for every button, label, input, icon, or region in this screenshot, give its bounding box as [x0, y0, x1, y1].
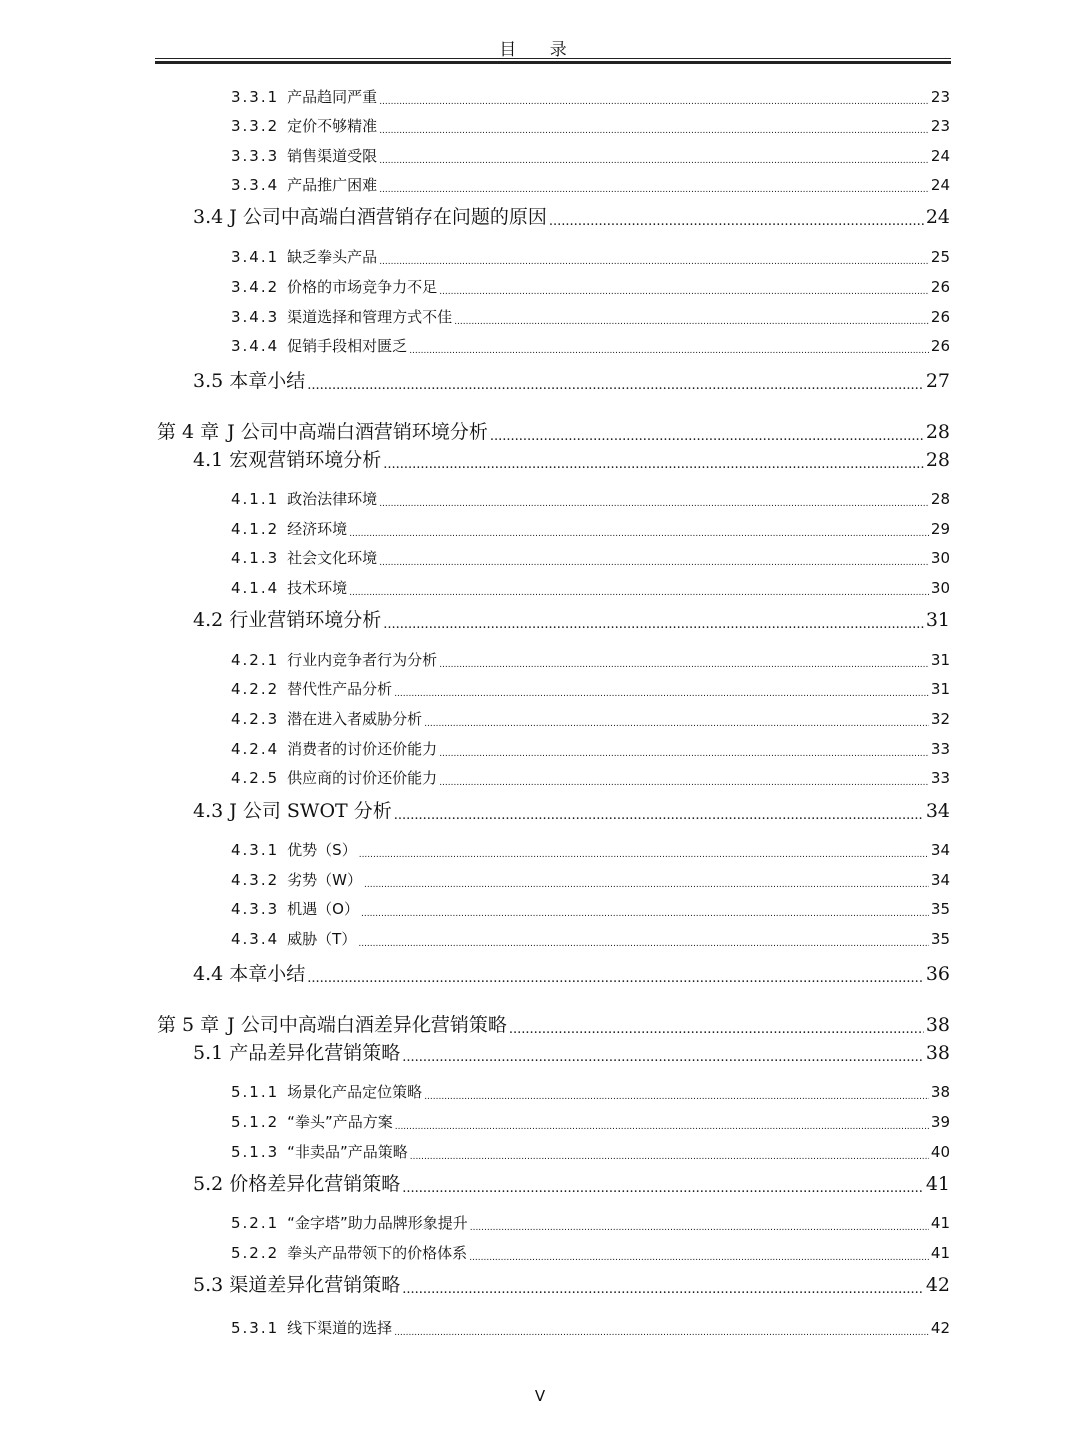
toc-leader-dots	[379, 183, 929, 192]
toc-number: 4.2.4	[231, 740, 280, 758]
toc-leader-dots	[402, 1179, 924, 1192]
page-title: 目 录	[499, 40, 581, 60]
toc-number: 3.4.4	[231, 337, 280, 355]
toc-number: 3.4.2	[231, 278, 280, 296]
toc-title: “拳头”产品方案	[287, 1113, 393, 1131]
toc-page: 28	[925, 449, 950, 471]
toc-leader-dots	[349, 527, 929, 536]
toc-entry-3-3-2[interactable]	[231, 115, 950, 136]
toc-leader-dots	[470, 1221, 929, 1230]
toc-page: 28	[930, 490, 950, 508]
toc-entry-3-3-4[interactable]	[231, 174, 950, 195]
toc-number: 3.3.1	[231, 88, 280, 106]
toc-title: J 公司中高端白酒营销环境分析	[227, 421, 488, 443]
toc-title: 促销手段相对匮乏	[287, 337, 408, 355]
toc-entry-5-1-2[interactable]	[231, 1111, 950, 1132]
toc-title: 行业内竞争者行为分析	[287, 651, 438, 669]
toc-entry-5-1[interactable]	[193, 1038, 950, 1065]
toc-title: 优势（S）	[287, 841, 357, 859]
toc-number: 4.2.3	[231, 710, 280, 728]
toc-number: 5.1.3	[231, 1143, 280, 1161]
toc-leader-dots	[454, 315, 929, 324]
toc-page: 34	[925, 800, 950, 822]
toc-leader-dots	[379, 255, 929, 264]
toc-title: 威胁（T）	[287, 930, 357, 948]
toc-leader-dots	[424, 717, 929, 726]
toc-leader-dots	[394, 687, 929, 696]
toc-title: 产品推广困难	[287, 176, 378, 194]
toc-title: “金字塔”助力品牌形象提升	[287, 1214, 468, 1232]
toc-number: 3.3.2	[231, 117, 280, 135]
toc-title: 机遇（O）	[287, 900, 359, 918]
toc-number: 4.2.2	[231, 680, 280, 698]
toc-leader-dots	[410, 1150, 929, 1159]
toc-entry-4-3[interactable]	[193, 796, 950, 823]
toc-number: 4.3.4	[231, 930, 280, 948]
toc-entry-4-3-1[interactable]	[231, 839, 950, 860]
toc-entry-chapter-5[interactable]	[157, 1010, 950, 1037]
toc-page: 36	[925, 963, 950, 985]
toc-title: 渠道选择和管理方式不佳	[287, 308, 453, 326]
toc-title: 供应商的讨价还价能力	[287, 769, 438, 787]
toc-page: 38	[925, 1042, 950, 1064]
toc-leader-dots	[379, 154, 929, 163]
toc-leader-dots	[439, 776, 929, 785]
toc-entry-4-2-2[interactable]	[231, 678, 950, 699]
toc-title: 行业营销环境分析	[229, 609, 382, 631]
toc-page: 24	[925, 206, 950, 228]
toc-page: 25	[930, 248, 950, 266]
toc-title: J 公司 SWOT 分析	[229, 800, 392, 822]
toc-number: 4.1	[193, 449, 224, 471]
toc-page: 33	[930, 769, 950, 787]
toc-entry-3-4-3[interactable]	[231, 306, 950, 327]
toc-entry-4-3-2[interactable]	[231, 869, 950, 890]
toc-entry-3-4-4[interactable]	[231, 335, 950, 356]
toc-page: 28	[925, 421, 950, 443]
toc-page: 34	[930, 841, 950, 859]
toc-entry-5-3-1[interactable]	[231, 1317, 950, 1338]
toc-page: 35	[930, 930, 950, 948]
toc-number: 4.1.1	[231, 490, 280, 508]
toc-page: 41	[925, 1173, 950, 1195]
toc-number: 3.5	[193, 370, 224, 392]
toc-page: 30	[930, 549, 950, 567]
toc-number: 4.2.1	[231, 651, 280, 669]
toc-leader-dots	[394, 806, 924, 819]
toc-entry-4-1-4[interactable]	[231, 577, 950, 598]
toc-page: 29	[930, 520, 950, 538]
toc-title: 社会文化环境	[287, 549, 378, 567]
toc-entry-3-3-1[interactable]	[231, 86, 950, 107]
toc-page: 42	[925, 1274, 950, 1296]
toc-title: 定价不够精准	[287, 117, 378, 135]
toc-entry-3-5[interactable]	[193, 366, 950, 393]
toc-number: 5.3	[193, 1274, 224, 1296]
toc-page: 33	[930, 740, 950, 758]
toc-entry-3-4-1[interactable]	[231, 246, 950, 267]
toc-leader-dots	[469, 1251, 929, 1260]
toc-number: 4.4	[193, 963, 224, 985]
toc-title: 替代性产品分析	[287, 680, 393, 698]
toc-leader-dots	[307, 376, 924, 389]
toc-number: 3.4.3	[231, 308, 280, 326]
toc-entry-4-1-3[interactable]	[231, 547, 950, 568]
toc-title: 经济环境	[287, 520, 348, 538]
toc-number: 5.2	[193, 1173, 224, 1195]
toc-leader-dots	[490, 427, 924, 440]
toc-page: 38	[930, 1083, 950, 1101]
toc-page: 34	[930, 871, 950, 889]
toc-title: “非卖品”产品策略	[287, 1143, 408, 1161]
toc-leader-dots	[349, 586, 929, 595]
toc-page: 40	[930, 1143, 950, 1161]
toc-number: 4.1.2	[231, 520, 280, 538]
toc-title: 拳头产品带领下的价格体系	[287, 1244, 468, 1262]
toc-leader-dots	[402, 1280, 924, 1293]
toc-title: 潜在进入者威胁分析	[287, 710, 423, 728]
toc-number: 3.3.3	[231, 147, 280, 165]
toc-leader-dots	[409, 344, 929, 353]
toc-entry-5-2-1[interactable]	[231, 1212, 950, 1233]
toc-title: 技术环境	[287, 579, 348, 597]
toc-page: 41	[930, 1244, 950, 1262]
toc-title: J 公司中高端白酒差异化营销策略	[227, 1014, 507, 1036]
toc-title: 本章小结	[229, 370, 306, 392]
toc-page: 41	[930, 1214, 950, 1232]
toc-leader-dots	[307, 969, 924, 982]
toc-leader-dots	[383, 455, 924, 468]
toc-entry-5-3[interactable]	[193, 1270, 950, 1297]
toc-entry-4-3-4[interactable]	[231, 928, 950, 949]
toc-entry-4-1-1[interactable]	[231, 488, 950, 509]
toc-page: 26	[930, 337, 950, 355]
toc-number: 3.4.1	[231, 248, 280, 266]
toc-number: 4.2.5	[231, 769, 280, 787]
toc-entry-chapter-4[interactable]	[157, 417, 950, 444]
toc-entry-3-4[interactable]	[193, 202, 950, 229]
toc-page: 27	[925, 370, 950, 392]
toc-entry-3-4-2[interactable]	[231, 276, 950, 297]
toc-title: 产品趋同严重	[287, 88, 378, 106]
toc-leader-dots	[439, 285, 929, 294]
toc-entry-5-2[interactable]	[193, 1169, 950, 1196]
toc-title: 价格差异化营销策略	[229, 1173, 401, 1195]
toc-entry-5-1-3[interactable]	[231, 1141, 950, 1162]
toc-page: 23	[930, 117, 950, 135]
toc-title: 产品差异化营销策略	[229, 1042, 401, 1064]
toc-number: 4.1.4	[231, 579, 280, 597]
toc-leader-dots	[402, 1048, 924, 1061]
page-number: V	[534, 1387, 546, 1405]
toc-title: 渠道差异化营销策略	[229, 1274, 401, 1296]
toc-title: 劣势（W）	[287, 871, 363, 889]
toc-entry-3-3-3[interactable]	[231, 145, 950, 166]
toc-title: 销售渠道受限	[287, 147, 378, 165]
toc-entry-4-2-1[interactable]	[231, 649, 950, 670]
toc-leader-dots	[379, 95, 929, 104]
toc-entry-4-4[interactable]	[193, 959, 950, 986]
toc-leader-dots	[509, 1020, 924, 1033]
toc-page: 23	[930, 88, 950, 106]
toc-page: 42	[930, 1319, 950, 1337]
toc-number: 4.3.3	[231, 900, 280, 918]
toc-number: 第 5 章	[157, 1014, 220, 1036]
toc-number: 5.1	[193, 1042, 224, 1064]
toc-page: 30	[930, 579, 950, 597]
toc-number: 5.3.1	[231, 1319, 280, 1337]
toc-page: 38	[925, 1014, 950, 1036]
toc-leader-dots	[379, 124, 929, 133]
toc-leader-dots	[383, 615, 924, 628]
toc-entry-4-1-2[interactable]	[231, 518, 950, 539]
toc-number: 4.3.1	[231, 841, 280, 859]
toc-leader-dots	[359, 848, 929, 857]
toc-number: 5.1.1	[231, 1083, 280, 1101]
toc-page: 24	[930, 147, 950, 165]
toc-entry-4-3-3[interactable]	[231, 898, 950, 919]
toc-leader-dots	[394, 1326, 929, 1335]
toc-leader-dots	[364, 878, 929, 887]
toc-leader-dots	[439, 747, 929, 756]
toc-page: 32	[930, 710, 950, 728]
toc-page: 39	[930, 1113, 950, 1131]
toc-leader-dots	[379, 497, 929, 506]
toc-leader-dots	[358, 937, 929, 946]
toc-title: 场景化产品定位策略	[287, 1083, 423, 1101]
toc-entry-4-2-4[interactable]	[231, 738, 950, 759]
toc-page: 31	[925, 609, 950, 631]
toc-number: 5.1.2	[231, 1113, 280, 1131]
toc-entry-5-1-1[interactable]	[231, 1081, 950, 1102]
toc-leader-dots	[361, 907, 929, 916]
toc-title: 线下渠道的选择	[287, 1319, 393, 1337]
toc-entry-4-2[interactable]	[193, 605, 950, 632]
toc-leader-dots	[379, 556, 929, 565]
toc-number: 4.3.2	[231, 871, 280, 889]
toc-entry-4-1[interactable]	[193, 445, 950, 472]
toc-leader-dots	[549, 212, 924, 225]
toc-number: 4.1.3	[231, 549, 280, 567]
toc-leader-dots	[439, 658, 929, 667]
toc-title: 缺乏拳头产品	[287, 248, 378, 266]
toc-page: 24	[930, 176, 950, 194]
toc-entry-4-2-3[interactable]	[231, 708, 950, 729]
toc-page: 26	[930, 278, 950, 296]
toc-number: 5.2.2	[231, 1244, 280, 1262]
toc-number: 4.3	[193, 800, 224, 822]
toc-page: 31	[930, 680, 950, 698]
toc-page: 31	[930, 651, 950, 669]
toc-entry-5-2-2[interactable]	[231, 1242, 950, 1263]
toc-title: 消费者的讨价还价能力	[287, 740, 438, 758]
toc-number: 第 4 章	[157, 421, 220, 443]
toc-title: 政治法律环境	[287, 490, 378, 508]
toc-number: 5.2.1	[231, 1214, 280, 1232]
toc-page: 35	[930, 900, 950, 918]
toc-title: 本章小结	[229, 963, 306, 985]
toc-number: 3.4	[193, 206, 224, 228]
toc-title: 宏观营销环境分析	[229, 449, 382, 471]
toc-leader-dots	[424, 1090, 929, 1099]
toc-page: 26	[930, 308, 950, 326]
toc-title: J 公司中高端白酒营销存在问题的原因	[229, 206, 547, 228]
toc-leader-dots	[395, 1120, 929, 1129]
toc-number: 4.2	[193, 609, 224, 631]
toc-number: 3.3.4	[231, 176, 280, 194]
toc-entry-4-2-5[interactable]	[231, 767, 950, 788]
toc-title: 价格的市场竞争力不足	[287, 278, 438, 296]
